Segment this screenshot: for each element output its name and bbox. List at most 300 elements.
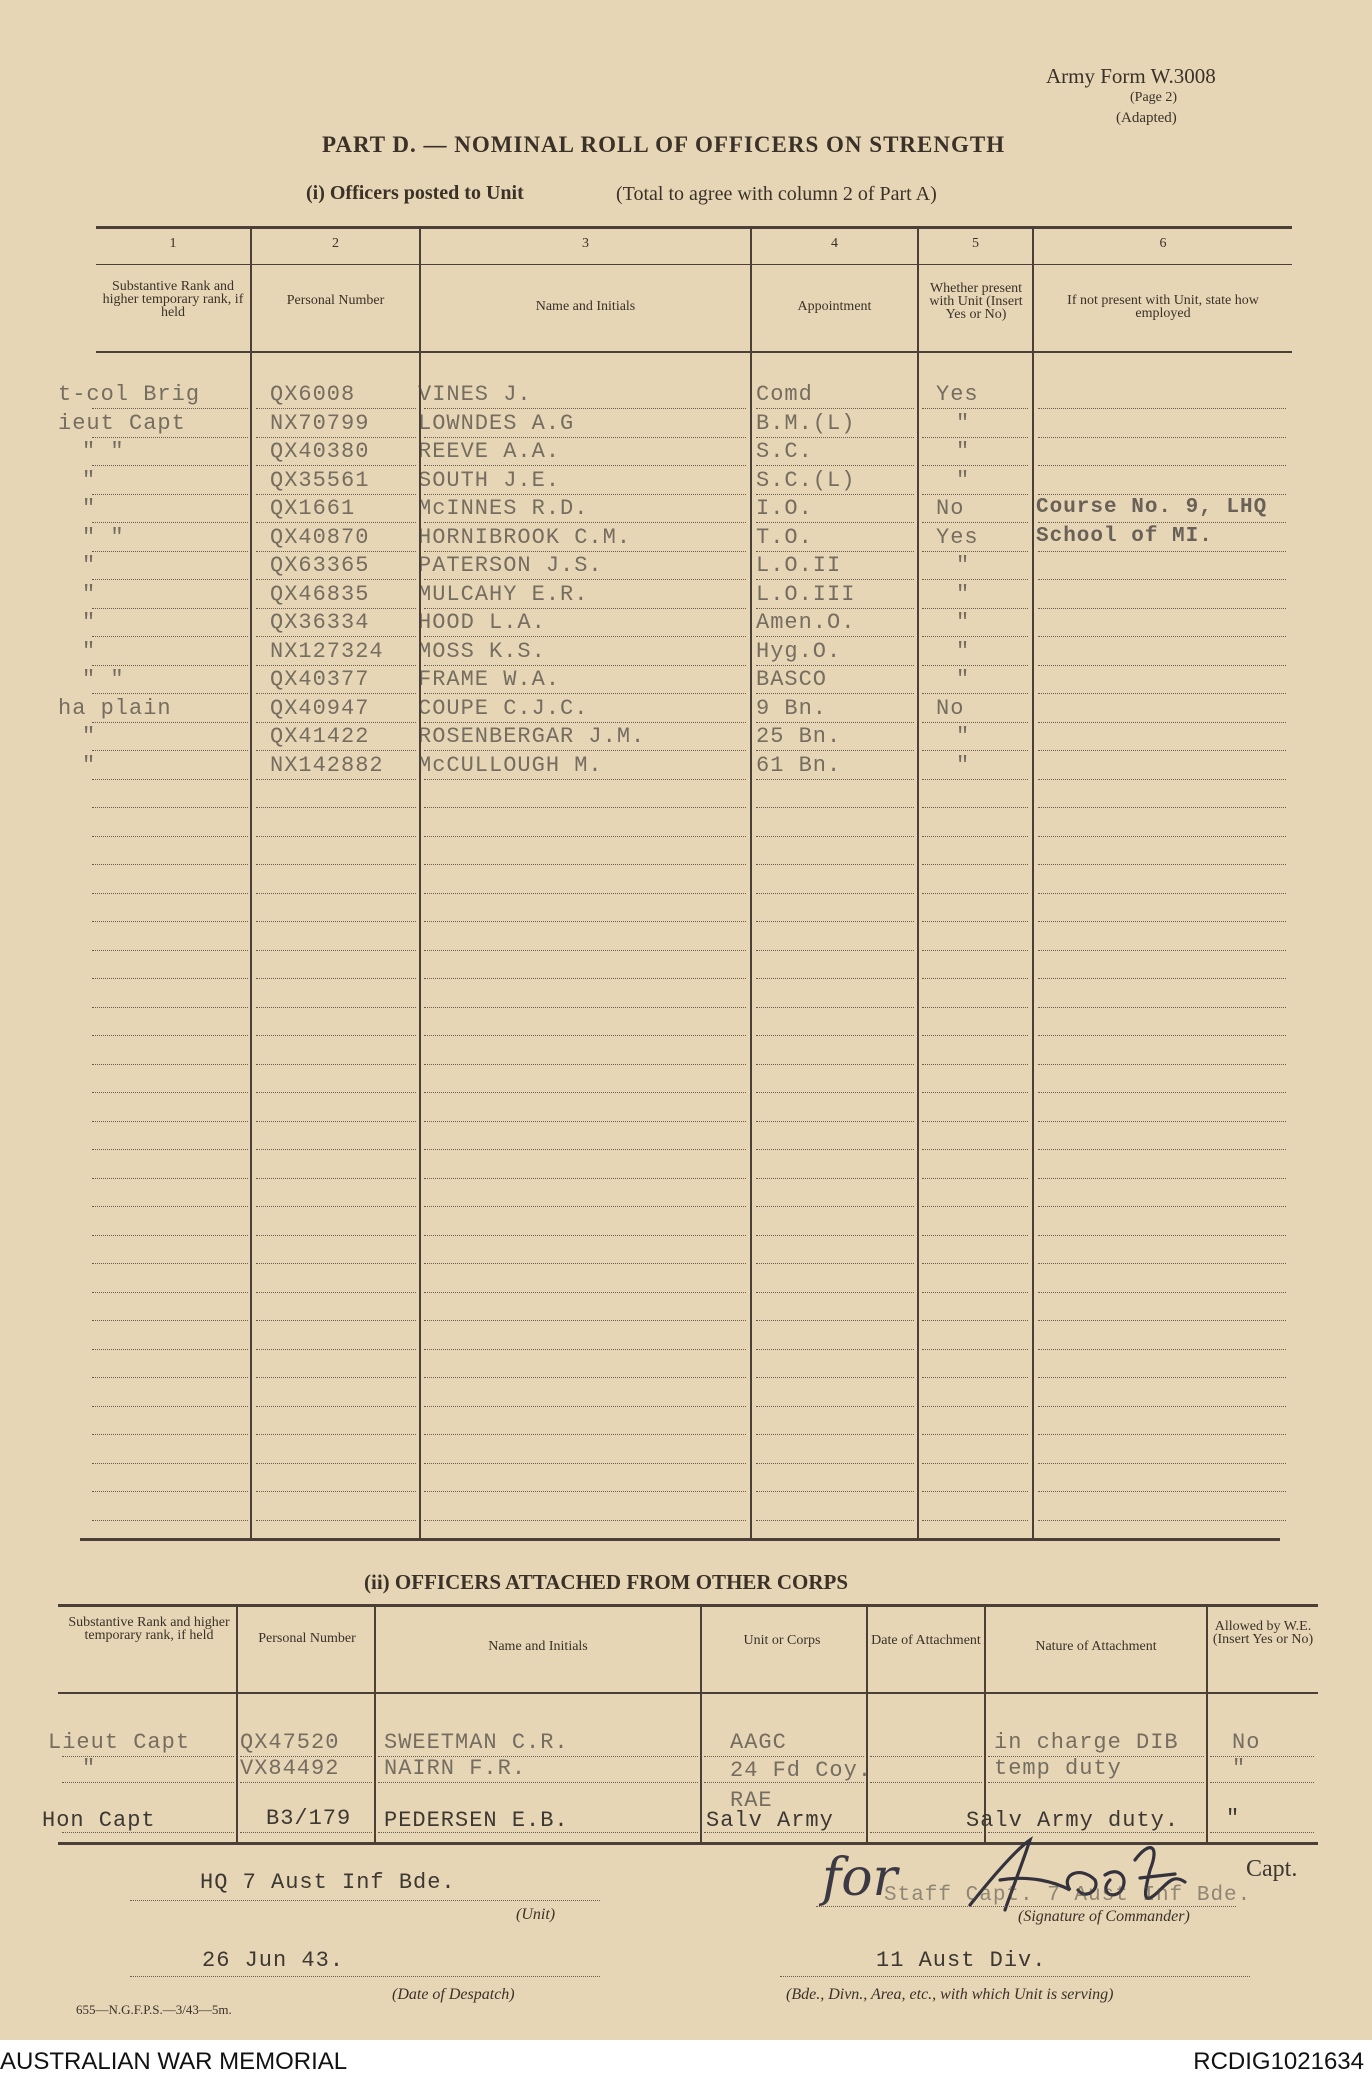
signature-label: (Signature of Commander) — [1018, 1908, 1190, 1925]
cell-present: " — [956, 553, 971, 578]
cell-present: No — [936, 496, 965, 521]
ruled-line — [256, 864, 416, 865]
ruled-line — [424, 1349, 746, 1350]
ruled-line — [1038, 1434, 1286, 1435]
ruled-line — [756, 494, 914, 495]
t2-header-date: Date of Attachment — [871, 1633, 981, 1648]
table2-top-rule — [58, 1604, 1318, 1607]
col-number: 3 — [582, 236, 589, 251]
ruled-line — [256, 950, 416, 951]
ruled-line — [256, 1206, 416, 1207]
cell-present: " — [956, 468, 971, 493]
t2-cell-number: B3/179 — [266, 1806, 352, 1831]
ruled-line — [922, 978, 1028, 979]
cell-number: QX1661 — [270, 496, 356, 521]
cell-rank: " " — [82, 667, 125, 692]
bde-label: (Bde., Divn., Area, etc., with which Unit is serving) — [786, 1986, 1114, 2003]
ruled-line — [922, 1235, 1028, 1236]
ruled-line — [870, 1756, 982, 1757]
cell-rank: t-col Brig — [58, 382, 201, 407]
ruled-line — [922, 864, 1028, 865]
ruled-line — [424, 1035, 746, 1036]
ruled-line — [756, 1434, 914, 1435]
ruled-line — [424, 750, 746, 751]
t2-header-number: Personal Number — [258, 1631, 356, 1646]
ruled-line — [424, 1377, 746, 1378]
t2-header-rank: Substantive Rank and higher temporary rank, if held — [68, 1615, 230, 1643]
ruled-line — [756, 1406, 914, 1407]
ruled-line — [1210, 1782, 1314, 1783]
col-header-number: Personal Number — [286, 293, 385, 308]
ruled-line — [756, 722, 914, 723]
ruled-line — [1038, 465, 1286, 466]
rank-suffix: Capt. — [1246, 1856, 1298, 1882]
ruled-line — [378, 1782, 698, 1783]
form-adapted: (Adapted) — [1116, 110, 1177, 126]
ruled-line — [922, 1178, 1028, 1179]
col-number: 1 — [169, 236, 177, 251]
ruled-line — [256, 921, 416, 922]
ruled-line — [256, 1263, 416, 1264]
form-page: (Page 2) — [1130, 90, 1178, 105]
ruled-line — [256, 465, 416, 466]
ruled-line — [756, 608, 914, 609]
ruled-line — [1038, 950, 1286, 951]
ruled-line — [92, 494, 248, 495]
ruled-line — [756, 1064, 914, 1065]
ruled-line — [922, 1035, 1028, 1036]
ruled-line — [756, 864, 914, 865]
ruled-line — [1038, 1520, 1286, 1521]
ruled-line — [424, 1320, 746, 1321]
date-line — [130, 1976, 600, 1977]
cell-appt: 61 Bn. — [756, 753, 842, 778]
table1-col-sep — [250, 226, 252, 1538]
ruled-line — [424, 665, 746, 666]
ruled-line — [922, 1007, 1028, 1008]
ruled-line — [922, 807, 1028, 808]
cell-present: " — [956, 411, 971, 436]
ruled-line — [256, 579, 416, 580]
cell-employed: School of MI. — [1036, 525, 1213, 548]
ruled-line — [92, 1434, 248, 1435]
ruled-line — [922, 636, 1028, 637]
ruled-line — [922, 1491, 1028, 1492]
t2-header-unit: Unit or Corps — [743, 1633, 821, 1648]
ruled-line — [1038, 836, 1286, 837]
ruled-line — [756, 1491, 914, 1492]
ruled-line — [256, 494, 416, 495]
ruled-line — [92, 1121, 248, 1122]
ruled-line — [1038, 665, 1286, 666]
ruled-line — [92, 1349, 248, 1350]
ruled-line — [424, 465, 746, 466]
cell-number: QX63365 — [270, 553, 370, 578]
ruled-line — [256, 1007, 416, 1008]
ruled-line — [256, 1377, 416, 1378]
t2-cell-nature: Salv Army duty. — [966, 1808, 1180, 1833]
ruled-line — [256, 1064, 416, 1065]
ruled-line — [92, 1263, 248, 1264]
t2-cell-name: NAIRN F.R. — [384, 1756, 527, 1781]
ruled-line — [922, 893, 1028, 894]
cell-appt: Amen.O. — [756, 610, 856, 635]
ruled-line — [92, 921, 248, 922]
ruled-line — [256, 1349, 416, 1350]
ruled-line — [92, 836, 248, 837]
ruled-line — [922, 950, 1028, 951]
cell-appt: B.M.(L) — [756, 411, 856, 436]
cell-number: NX70799 — [270, 411, 370, 436]
cell-name: COUPE C.J.C. — [418, 696, 589, 721]
table2-header-rule — [58, 1692, 1318, 1694]
ruled-line — [256, 722, 416, 723]
ruled-line — [1038, 1491, 1286, 1492]
cell-name: REEVE A.A. — [418, 439, 561, 464]
ruled-line — [1038, 722, 1286, 723]
ruled-line — [424, 1406, 746, 1407]
ruled-line — [424, 1292, 746, 1293]
ruled-line — [424, 1007, 746, 1008]
col-header-appointment: Appointment — [797, 299, 872, 314]
ruled-line — [1038, 779, 1286, 780]
ruled-line — [424, 551, 746, 552]
ruled-line — [756, 1178, 914, 1179]
ruled-line — [1038, 608, 1286, 609]
ruled-line — [424, 1463, 746, 1464]
ruled-line — [256, 1035, 416, 1036]
ruled-line — [424, 579, 746, 580]
ruled-line — [256, 608, 416, 609]
cell-rank: " — [82, 610, 97, 635]
ruled-line — [756, 1121, 914, 1122]
cell-appt: S.C. — [756, 439, 813, 464]
cell-rank: " — [82, 582, 97, 607]
cell-number: NX142882 — [270, 753, 384, 778]
ruled-line — [870, 1782, 982, 1783]
table1-header-rule — [96, 351, 1292, 353]
cell-rank: " — [82, 724, 97, 749]
t2-cell-allowed: No — [1232, 1730, 1261, 1755]
ruled-line — [1038, 921, 1286, 922]
ruled-line — [922, 1434, 1028, 1435]
ruled-line — [424, 1520, 746, 1521]
cell-name: MULCAHY E.R. — [418, 582, 589, 607]
ruled-line — [92, 522, 248, 523]
ruled-line — [92, 1007, 248, 1008]
cell-rank: ha plain — [58, 696, 172, 721]
t2-cell-nature: in charge DIB — [994, 1730, 1179, 1755]
ruled-line — [756, 921, 914, 922]
ruled-line — [424, 1149, 746, 1150]
ruled-line — [756, 1206, 914, 1207]
cell-name: FRAME W.A. — [418, 667, 561, 692]
ruled-line — [756, 807, 914, 808]
ruled-line — [256, 1320, 416, 1321]
ruled-line — [1038, 579, 1286, 580]
cell-present: " — [956, 582, 971, 607]
ruled-line — [92, 750, 248, 751]
ruled-line — [922, 437, 1028, 438]
ruled-line — [1038, 1377, 1286, 1378]
ruled-line — [92, 1520, 248, 1521]
ruled-line — [922, 693, 1028, 694]
ruled-line — [92, 1178, 248, 1179]
ruled-line — [756, 1263, 914, 1264]
ruled-line — [92, 893, 248, 894]
ruled-line — [256, 408, 416, 409]
ruled-line — [424, 1263, 746, 1264]
ruled-line — [424, 1178, 746, 1179]
ruled-line — [1038, 636, 1286, 637]
t2-cell-rank: Lieut Capt — [48, 1730, 191, 1755]
cell-rank: " — [82, 639, 97, 664]
unit-label: (Unit) — [516, 1906, 556, 1923]
ruled-line — [92, 1064, 248, 1065]
ruled-line — [92, 978, 248, 979]
ruled-line — [424, 864, 746, 865]
ruled-line — [62, 1782, 234, 1783]
ruled-line — [922, 1406, 1028, 1407]
ruled-line — [256, 750, 416, 751]
ruled-line — [756, 978, 914, 979]
ruled-line — [1038, 1406, 1286, 1407]
ruled-line — [756, 1377, 914, 1378]
ruled-line — [1038, 1092, 1286, 1093]
cell-present: " — [956, 610, 971, 635]
ruled-line — [1038, 1149, 1286, 1150]
ruled-line — [1038, 807, 1286, 808]
cell-appt: T.O. — [756, 525, 813, 550]
cell-name: VINES J. — [418, 382, 532, 407]
cell-rank: " — [82, 496, 97, 521]
ruled-line — [424, 807, 746, 808]
ruled-line — [424, 1206, 746, 1207]
ruled-line — [256, 636, 416, 637]
ruled-line — [424, 522, 746, 523]
ruled-line — [756, 1092, 914, 1093]
ruled-line — [756, 1235, 914, 1236]
unit-line — [130, 1900, 600, 1901]
ruled-line — [922, 1349, 1028, 1350]
ruled-line — [1038, 864, 1286, 865]
cell-name: HORNIBROOK C.M. — [418, 525, 632, 550]
ruled-line — [1038, 1035, 1286, 1036]
cell-number: QX40870 — [270, 525, 370, 550]
cell-name: ROSENBERGAR J.M. — [418, 724, 646, 749]
ruled-line — [256, 1149, 416, 1150]
col-number: 6 — [1159, 236, 1167, 251]
ruled-line — [1038, 1463, 1286, 1464]
ruled-line — [756, 1320, 914, 1321]
cell-name: HOOD L.A. — [418, 610, 546, 635]
cell-number: QX40377 — [270, 667, 370, 692]
cell-present: " — [956, 439, 971, 464]
ruled-line — [922, 494, 1028, 495]
table2-col-sep — [236, 1604, 238, 1842]
ruled-line — [922, 522, 1028, 523]
cell-number: QX41422 — [270, 724, 370, 749]
cell-number: QX35561 — [270, 468, 370, 493]
ruled-line — [922, 1263, 1028, 1264]
ruled-line — [922, 722, 1028, 723]
col-header-name: Name and Initials — [535, 299, 636, 314]
ruled-line — [1038, 1320, 1286, 1321]
ruled-line — [756, 1520, 914, 1521]
t2-cell-number: QX47520 — [240, 1730, 340, 1755]
bde-line — [780, 1976, 1250, 1977]
ruled-line — [92, 722, 248, 723]
cell-present: Yes — [936, 525, 979, 550]
ruled-line — [92, 1292, 248, 1293]
ruled-line — [92, 1320, 248, 1321]
ruled-line — [922, 1121, 1028, 1122]
despatch-date: 26 Jun 43. — [202, 1948, 345, 1973]
ruled-line — [922, 1206, 1028, 1207]
ruled-line — [922, 1520, 1028, 1521]
ruled-line — [922, 408, 1028, 409]
col-header-present: Whether present with Unit (Insert Yes or No) — [929, 281, 1023, 322]
ruled-line — [256, 437, 416, 438]
ruled-line — [92, 1406, 248, 1407]
ruled-line — [756, 1035, 914, 1036]
ruled-line — [424, 494, 746, 495]
ruled-line — [756, 950, 914, 951]
ruled-line — [256, 522, 416, 523]
ruled-line — [92, 579, 248, 580]
ruled-line — [256, 1178, 416, 1179]
ruled-line — [922, 465, 1028, 466]
cell-rank: " " — [82, 439, 125, 464]
ruled-line — [92, 950, 248, 951]
ruled-line — [256, 978, 416, 979]
ruled-line — [256, 551, 416, 552]
ruled-line — [256, 1292, 416, 1293]
cell-rank: " — [82, 753, 97, 778]
ruled-line — [424, 1491, 746, 1492]
date-label: (Date of Despatch) — [392, 1986, 515, 2003]
ruled-line — [92, 408, 248, 409]
ruled-line — [256, 1235, 416, 1236]
ruled-line — [756, 408, 914, 409]
cell-number: QX40947 — [270, 696, 370, 721]
cell-rank: " " — [82, 525, 125, 550]
cell-name: LOWNDES A.G — [418, 411, 575, 436]
ruled-line — [92, 636, 248, 637]
ruled-line — [240, 1832, 372, 1833]
t2-cell-unit: AAGC — [730, 1730, 787, 1755]
cell-name: MOSS K.S. — [418, 639, 546, 664]
table2-col-sep — [700, 1604, 702, 1842]
cell-name: PATERSON J.S. — [418, 553, 603, 578]
ruled-line — [756, 665, 914, 666]
ruled-line — [756, 437, 914, 438]
page-title: PART D. — NOMINAL ROLL OF OFFICERS ON STRENGTH — [322, 132, 1006, 157]
ruled-line — [424, 1235, 746, 1236]
cell-employed: Course No. 9, LHQ — [1036, 496, 1268, 519]
ruled-line — [1038, 437, 1286, 438]
ruled-line — [424, 408, 746, 409]
cell-present: No — [936, 696, 965, 721]
cell-present: " — [956, 639, 971, 664]
ruled-line — [1038, 494, 1286, 495]
ruled-line — [424, 779, 746, 780]
ruled-line — [922, 750, 1028, 751]
cell-appt: BASCO — [756, 667, 828, 692]
ruled-line — [424, 1434, 746, 1435]
ruled-line — [1038, 1064, 1286, 1065]
col-number: 2 — [332, 236, 339, 251]
ruled-line — [1038, 978, 1286, 979]
ruled-line — [92, 1035, 248, 1036]
ruled-line — [92, 551, 248, 552]
t2-cell-nature: temp duty — [994, 1756, 1122, 1781]
ruled-line — [92, 1149, 248, 1150]
ruled-line — [256, 665, 416, 666]
cell-appt: Comd — [756, 382, 813, 407]
ruled-line — [92, 1206, 248, 1207]
ruled-line — [756, 893, 914, 894]
ruled-line — [922, 1292, 1028, 1293]
cell-name: McCULLOUGH M. — [418, 753, 603, 778]
ruled-line — [756, 750, 914, 751]
ruled-line — [756, 693, 914, 694]
t2-header-name: Name and Initials — [488, 1639, 588, 1654]
signature-line — [816, 1906, 1236, 1907]
ruled-line — [424, 636, 746, 637]
col-header-rank: Substantive Rank and higher temporary rank, if held — [102, 279, 244, 320]
ruled-line — [756, 1349, 914, 1350]
ruled-line — [424, 836, 746, 837]
ruled-line — [1038, 1235, 1286, 1236]
ruled-line — [922, 608, 1028, 609]
ruled-line — [1038, 551, 1286, 552]
ruled-line — [256, 1463, 416, 1464]
ruled-line — [92, 465, 248, 466]
ruled-line — [1210, 1756, 1314, 1757]
t2-header-allowed: Allowed by W.E. (Insert Yes or No) — [1212, 1619, 1314, 1647]
cell-appt: 9 Bn. — [756, 696, 828, 721]
ruled-line — [92, 779, 248, 780]
ruled-line — [1038, 1263, 1286, 1264]
cell-number: QX6008 — [270, 382, 356, 407]
ruled-line — [756, 551, 914, 552]
ruled-line — [256, 1434, 416, 1435]
ruled-line — [756, 1149, 914, 1150]
ruled-line — [922, 551, 1028, 552]
ruled-line — [922, 665, 1028, 666]
ruled-line — [92, 1463, 248, 1464]
cell-appt: S.C.(L) — [756, 468, 856, 493]
ruled-line — [424, 437, 746, 438]
ruled-line — [92, 1377, 248, 1378]
section-i-title: (i) Officers posted to Unit — [306, 182, 524, 204]
t2-cell-number: VX84492 — [240, 1756, 340, 1781]
cell-name: SOUTH J.E. — [418, 468, 561, 493]
ruled-line — [1038, 1206, 1286, 1207]
ruled-line — [92, 1092, 248, 1093]
t2-cell-unit: Salv Army — [706, 1808, 834, 1833]
table1-col-sep — [750, 226, 752, 1538]
cell-present: " — [956, 667, 971, 692]
cell-number: QX40380 — [270, 439, 370, 464]
ruled-line — [756, 1463, 914, 1464]
for-handwriting: for — [822, 1848, 898, 1908]
footer-left: AUSTRALIAN WAR MEMORIAL — [0, 2048, 348, 2075]
ruled-line — [424, 1092, 746, 1093]
ruled-line — [424, 921, 746, 922]
ruled-line — [240, 1782, 372, 1783]
